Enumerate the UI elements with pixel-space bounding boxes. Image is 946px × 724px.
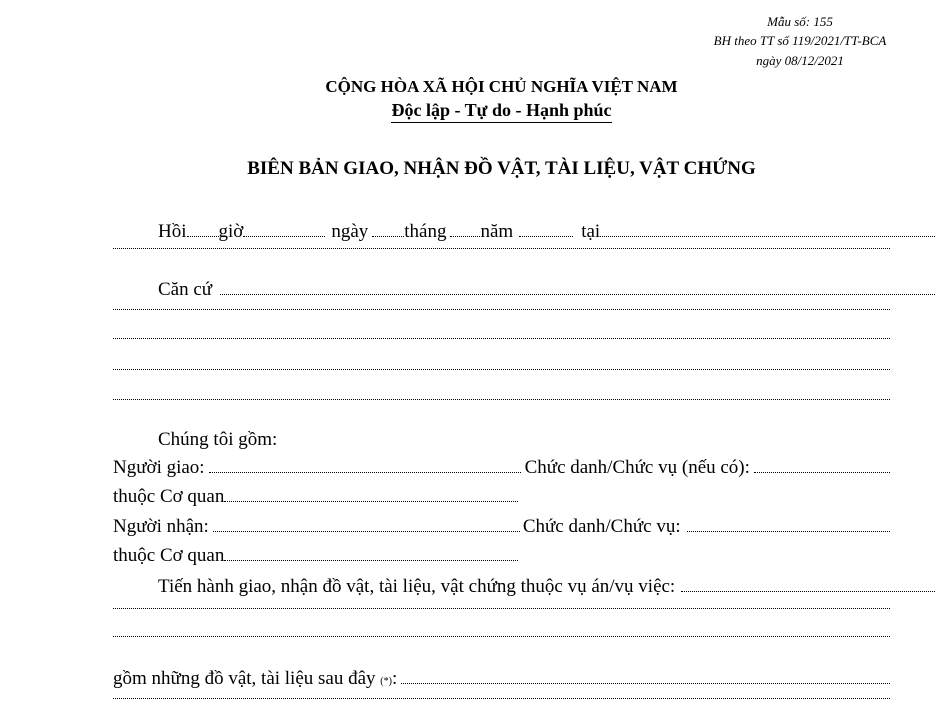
dotted-line[interactable] xyxy=(113,368,890,370)
dotted-line[interactable] xyxy=(113,697,890,699)
giver-field[interactable] xyxy=(209,471,521,473)
basis-row xyxy=(113,277,935,303)
giver-agency-row xyxy=(113,484,890,510)
receiver-agency-label: thuộc Cơ quan xyxy=(113,545,225,566)
basis-field[interactable] xyxy=(220,293,935,295)
day-label: ngày xyxy=(331,221,369,242)
year-field[interactable] xyxy=(519,235,573,237)
items-footnote: (*) xyxy=(380,676,392,687)
basis-line[interactable] xyxy=(113,308,890,334)
form-number: Mẫu số: 155 xyxy=(767,14,833,29)
receiver-agency-field[interactable] xyxy=(224,559,518,561)
month-label: tháng xyxy=(404,221,447,242)
members-label: Chúng tôi gồm: xyxy=(158,429,278,450)
case-field[interactable] xyxy=(681,590,935,592)
proceed-label: Tiến hành giao, nhận đồ vật, tài liệu, vật chứng thuộc vụ án/vụ việc: xyxy=(158,576,676,597)
hour-field[interactable] xyxy=(187,235,219,237)
hour-label: Hồi xyxy=(158,221,187,242)
items-label: gồm những đồ vật, tài liệu sau đây xyxy=(113,668,376,689)
giver-position-label: Chức danh/Chức vụ (nếu có): xyxy=(524,457,750,478)
receiver-label: Người nhận: xyxy=(113,516,209,537)
proceed-row xyxy=(113,574,935,600)
items-field[interactable] xyxy=(401,682,890,684)
minute-label: giờ xyxy=(218,221,244,242)
case-line[interactable] xyxy=(113,607,890,633)
items-line[interactable] xyxy=(113,697,890,723)
basis-line[interactable] xyxy=(113,337,890,363)
receiver-position-field[interactable] xyxy=(687,530,890,532)
case-line[interactable] xyxy=(113,635,890,661)
place-field-cont[interactable] xyxy=(113,247,890,273)
form-issued-by: BH theo TT số 119/2021/TT-BCA xyxy=(713,33,887,48)
receiver-agency-row xyxy=(113,543,890,569)
basis-line[interactable] xyxy=(113,398,890,424)
giver-row xyxy=(113,455,890,481)
dotted-line[interactable] xyxy=(113,398,890,400)
items-colon: : xyxy=(391,668,398,689)
form-date: ngày 08/12/2021 xyxy=(756,53,844,68)
basis-label: Căn cứ xyxy=(158,279,213,300)
time-row xyxy=(113,219,935,245)
place-label: tại xyxy=(581,221,601,242)
month-field[interactable] xyxy=(450,235,480,237)
giver-agency-field[interactable] xyxy=(224,500,518,502)
receiver-position-label: Chức danh/Chức vụ: xyxy=(522,516,681,537)
dotted-line[interactable] xyxy=(113,635,890,637)
year-label: năm xyxy=(480,221,514,242)
motto xyxy=(113,100,890,121)
country-header: CỘNG HÒA XÃ HỘI CHỦ NGHĨA VIỆT NAM xyxy=(325,77,678,96)
dotted-line[interactable] xyxy=(113,337,890,339)
dotted-line[interactable] xyxy=(113,247,890,249)
minute-field[interactable] xyxy=(243,235,325,237)
giver-label: Người giao: xyxy=(113,457,205,478)
receiver-field[interactable] xyxy=(213,530,520,532)
items-row xyxy=(113,666,890,692)
dotted-line[interactable] xyxy=(113,308,890,310)
place-field[interactable] xyxy=(600,235,935,237)
giver-position-field[interactable] xyxy=(754,471,890,473)
dotted-line[interactable] xyxy=(113,607,890,609)
motto-text: Độc lập - Tự do - Hạnh phúc xyxy=(391,100,611,123)
giver-agency-label: thuộc Cơ quan xyxy=(113,486,225,507)
document-title: BIÊN BẢN GIAO, NHẬN ĐỒ VẬT, TÀI LIỆU, VẬT CHỨNG xyxy=(247,158,756,179)
basis-line[interactable] xyxy=(113,368,890,394)
receiver-row xyxy=(113,514,890,540)
day-field[interactable] xyxy=(372,235,404,237)
